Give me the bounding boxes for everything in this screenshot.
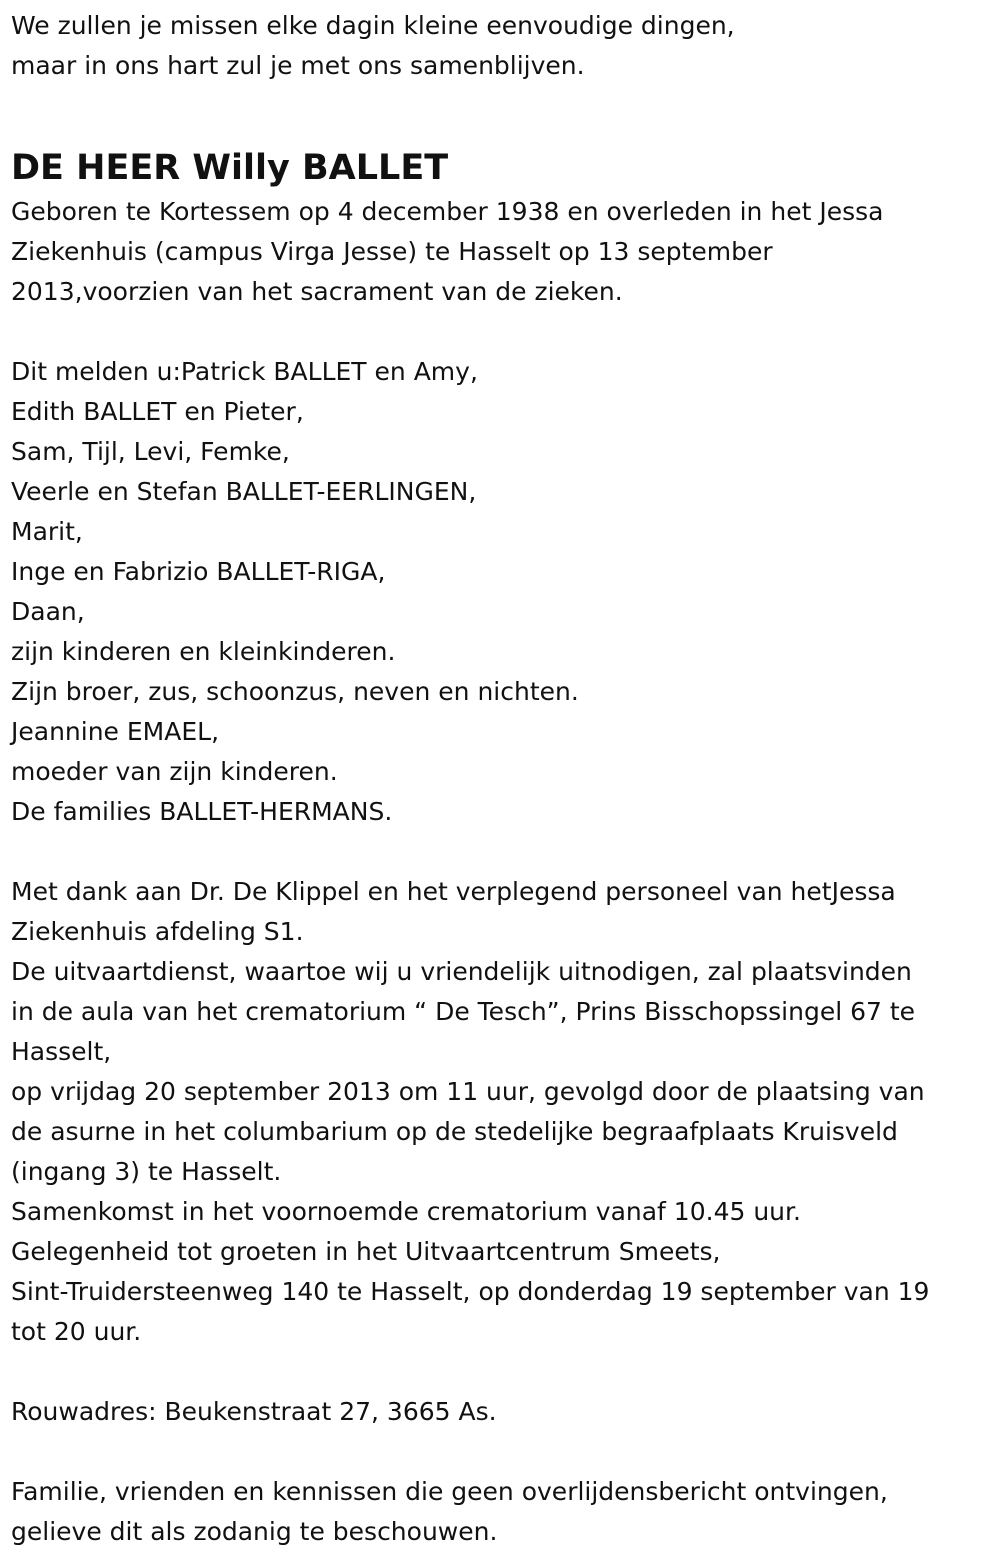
paragraph-spacer [11, 312, 990, 352]
birth-death-paragraph [11, 192, 990, 312]
service-line: (ingang 3) te Hasselt. [11, 1157, 282, 1186]
family-line: Inge en Fabrizio BALLET-RIGA, [11, 557, 386, 586]
family-line: zijn kinderen en kleinkinderen. [11, 637, 396, 666]
service-line: Met dank aan Dr. De Klippel en het verplegend personeel van hetJessa [11, 877, 896, 906]
intro-line: We zullen je missen elke dagin kleine eenvoudige dingen, [11, 11, 735, 40]
family-line: Dit melden u:Patrick BALLET en Amy, [11, 357, 478, 386]
birth-line: 2013,voorzien van het sacrament van de zieken. [11, 277, 623, 306]
mourning-address: Rouwadres: Beukenstraat 27, 3665 As. [11, 1397, 497, 1426]
service-line: Sint-Truidersteenweg 140 te Hasselt, op donderdag 19 september van 19 [11, 1277, 930, 1306]
service-line: de asurne in het columbarium op de stedelijke begraafplaats Kruisveld [11, 1117, 898, 1146]
service-line: Gelegenheid tot groeten in het Uitvaartcentrum Smeets, [11, 1237, 721, 1266]
service-line: De uitvaartdienst, waartoe wij u vriendelijk uitnodigen, zal plaatsvinden [11, 957, 912, 986]
closing-note [11, 1472, 990, 1552]
paragraph-spacer [11, 1432, 990, 1472]
family-announcement [11, 352, 990, 832]
service-details [11, 872, 990, 1352]
service-line: Ziekenhuis afdeling S1. [11, 917, 304, 946]
service-line: tot 20 uur. [11, 1317, 142, 1346]
intro-line: maar in ons hart zul je met ons samenblijven. [11, 51, 585, 80]
paragraph-spacer [11, 1352, 990, 1392]
family-line: Jeannine EMAEL, [11, 717, 220, 746]
birth-line: Ziekenhuis (campus Virga Jesse) te Hasselt op 13 september [11, 237, 773, 266]
intro-verse [11, 6, 990, 86]
closing-line: gelieve dit als zodanig te beschouwen. [11, 1517, 498, 1546]
family-line: Edith BALLET en Pieter, [11, 397, 304, 426]
service-line: in de aula van het crematorium “ De Tesch”, Prins Bisschopssingel 67 te [11, 997, 916, 1026]
family-line: Marit, [11, 517, 83, 546]
family-line: Veerle en Stefan BALLET-EERLINGEN, [11, 477, 477, 506]
family-line: Zijn broer, zus, schoonzus, neven en nichten. [11, 677, 579, 706]
birth-line: Geboren te Kortessem op 4 december 1938 en overleden in het Jessa [11, 197, 884, 226]
family-line: Sam, Tijl, Levi, Femke, [11, 437, 290, 466]
family-line: De families BALLET-HERMANS. [11, 797, 393, 826]
service-line: op vrijdag 20 september 2013 om 11 uur, gevolgd door de plaatsing van [11, 1077, 925, 1106]
closing-line: Familie, vrienden en kennissen die geen overlijdensbericht ontvingen, [11, 1477, 888, 1506]
family-line: moeder van zijn kinderen. [11, 757, 338, 786]
deceased-name-heading: DE HEER Willy BALLET [11, 148, 449, 188]
service-line: Samenkomst in het voornoemde crematorium vanaf 10.45 uur. [11, 1197, 801, 1226]
family-line: Daan, [11, 597, 85, 626]
service-line: Hasselt, [11, 1037, 112, 1066]
paragraph-spacer [11, 832, 990, 872]
